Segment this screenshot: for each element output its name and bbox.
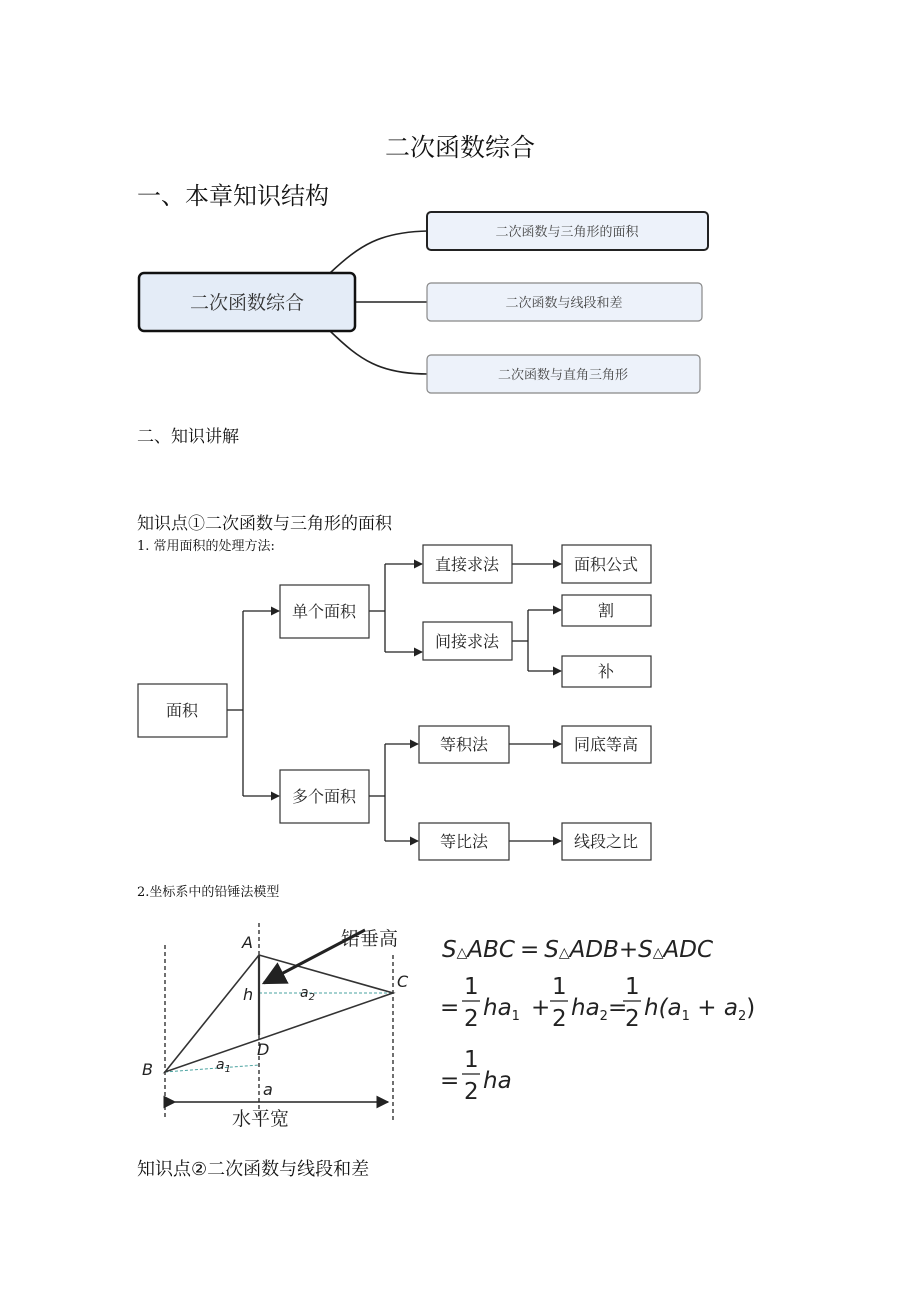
frac-2-den: 2 [552, 1006, 567, 1032]
term-ha2: $ha_2$ [571, 995, 608, 1024]
formula-plus: + [531, 995, 551, 1021]
area-methods-tree [0, 540, 920, 865]
area-formula [438, 925, 758, 1120]
plumb-model-subtitle: 2.坐标系中的铅锤法模型 [137, 885, 280, 900]
knowledge-point-1-title: 知识点①二次函数与三角形的面积 [137, 514, 392, 534]
frac-4-den: 2 [464, 1079, 479, 1105]
a2-label: $a_2$ [300, 985, 315, 1003]
tree-label-segment-ratio: 线段之比 [573, 832, 639, 851]
point-a-label: A [242, 933, 253, 952]
term-h-sum: $h(a_1 + a_2)$ [644, 995, 756, 1024]
vertical-height-label: 铅垂高 [341, 928, 399, 950]
formula-eq-3: = [608, 995, 628, 1021]
section2-heading: 二、知识讲解 [137, 427, 239, 447]
formula-eq-2: = [440, 995, 460, 1021]
tree-label-equal-area: 等积法 [439, 735, 489, 754]
formula-line-1: S△ABC = S△ADB+S△ADC [442, 937, 714, 963]
tree-label-area-formula: 面积公式 [573, 555, 639, 574]
point-d-label: D [257, 1040, 270, 1059]
frac-1-den: 2 [464, 1006, 479, 1032]
height-h-label: h [243, 985, 254, 1004]
mindmap-root-label: 二次函数综合 [189, 292, 305, 314]
triangle-abc [165, 955, 393, 1072]
frac-1-num: 1 [464, 974, 479, 1000]
tree-label-fill: 补 [597, 662, 615, 681]
tree-label-direct: 直接求法 [434, 555, 500, 574]
mindmap-connector-3 [330, 331, 428, 374]
point-c-label: C [397, 972, 409, 991]
width-a-label: a [263, 1080, 273, 1099]
mindmap-branch-2-label: 二次函数与线段和差 [505, 296, 623, 311]
formula-eq-4: = [440, 1068, 460, 1094]
frac-3-num: 1 [625, 974, 640, 1000]
tree-label-ratio: 等比法 [439, 832, 489, 851]
mindmap-branch-1-label: 二次函数与三角形的面积 [495, 225, 639, 240]
tree-label-single-area: 单个面积 [291, 602, 357, 621]
area-methods-subtitle: 1. 常用面积的处理方法: [137, 539, 275, 554]
mindmap-connector-1 [330, 231, 428, 273]
section1-heading: 一、本章知识结构 [137, 182, 329, 210]
knowledge-structure-mindmap [0, 0, 920, 420]
frac-2-num: 1 [552, 974, 567, 1000]
a1-label: $a_1$ [216, 1057, 231, 1075]
tree-label-area: 面积 [165, 701, 199, 720]
frac-4-num: 1 [464, 1047, 479, 1073]
term-ha1: $ha_1$ [483, 995, 520, 1024]
tree-label-multiple-area: 多个面积 [291, 787, 357, 806]
term-ha: ha [483, 1068, 512, 1094]
tree-label-indirect: 间接求法 [434, 632, 500, 651]
tree-label-same-base-height: 同底等高 [573, 735, 639, 754]
document-title: 二次函数综合 [384, 133, 535, 162]
point-b-label: B [142, 1060, 153, 1079]
plumb-line-figure [130, 915, 430, 1130]
horizontal-width-label: 水平宽 [232, 1108, 290, 1130]
mindmap-branch-3-label: 二次函数与直角三角形 [497, 368, 629, 383]
tree-label-cut: 割 [597, 601, 615, 620]
knowledge-point-2-title: 知识点②二次函数与线段和差 [137, 1159, 370, 1180]
frac-3-den: 2 [625, 1006, 640, 1032]
